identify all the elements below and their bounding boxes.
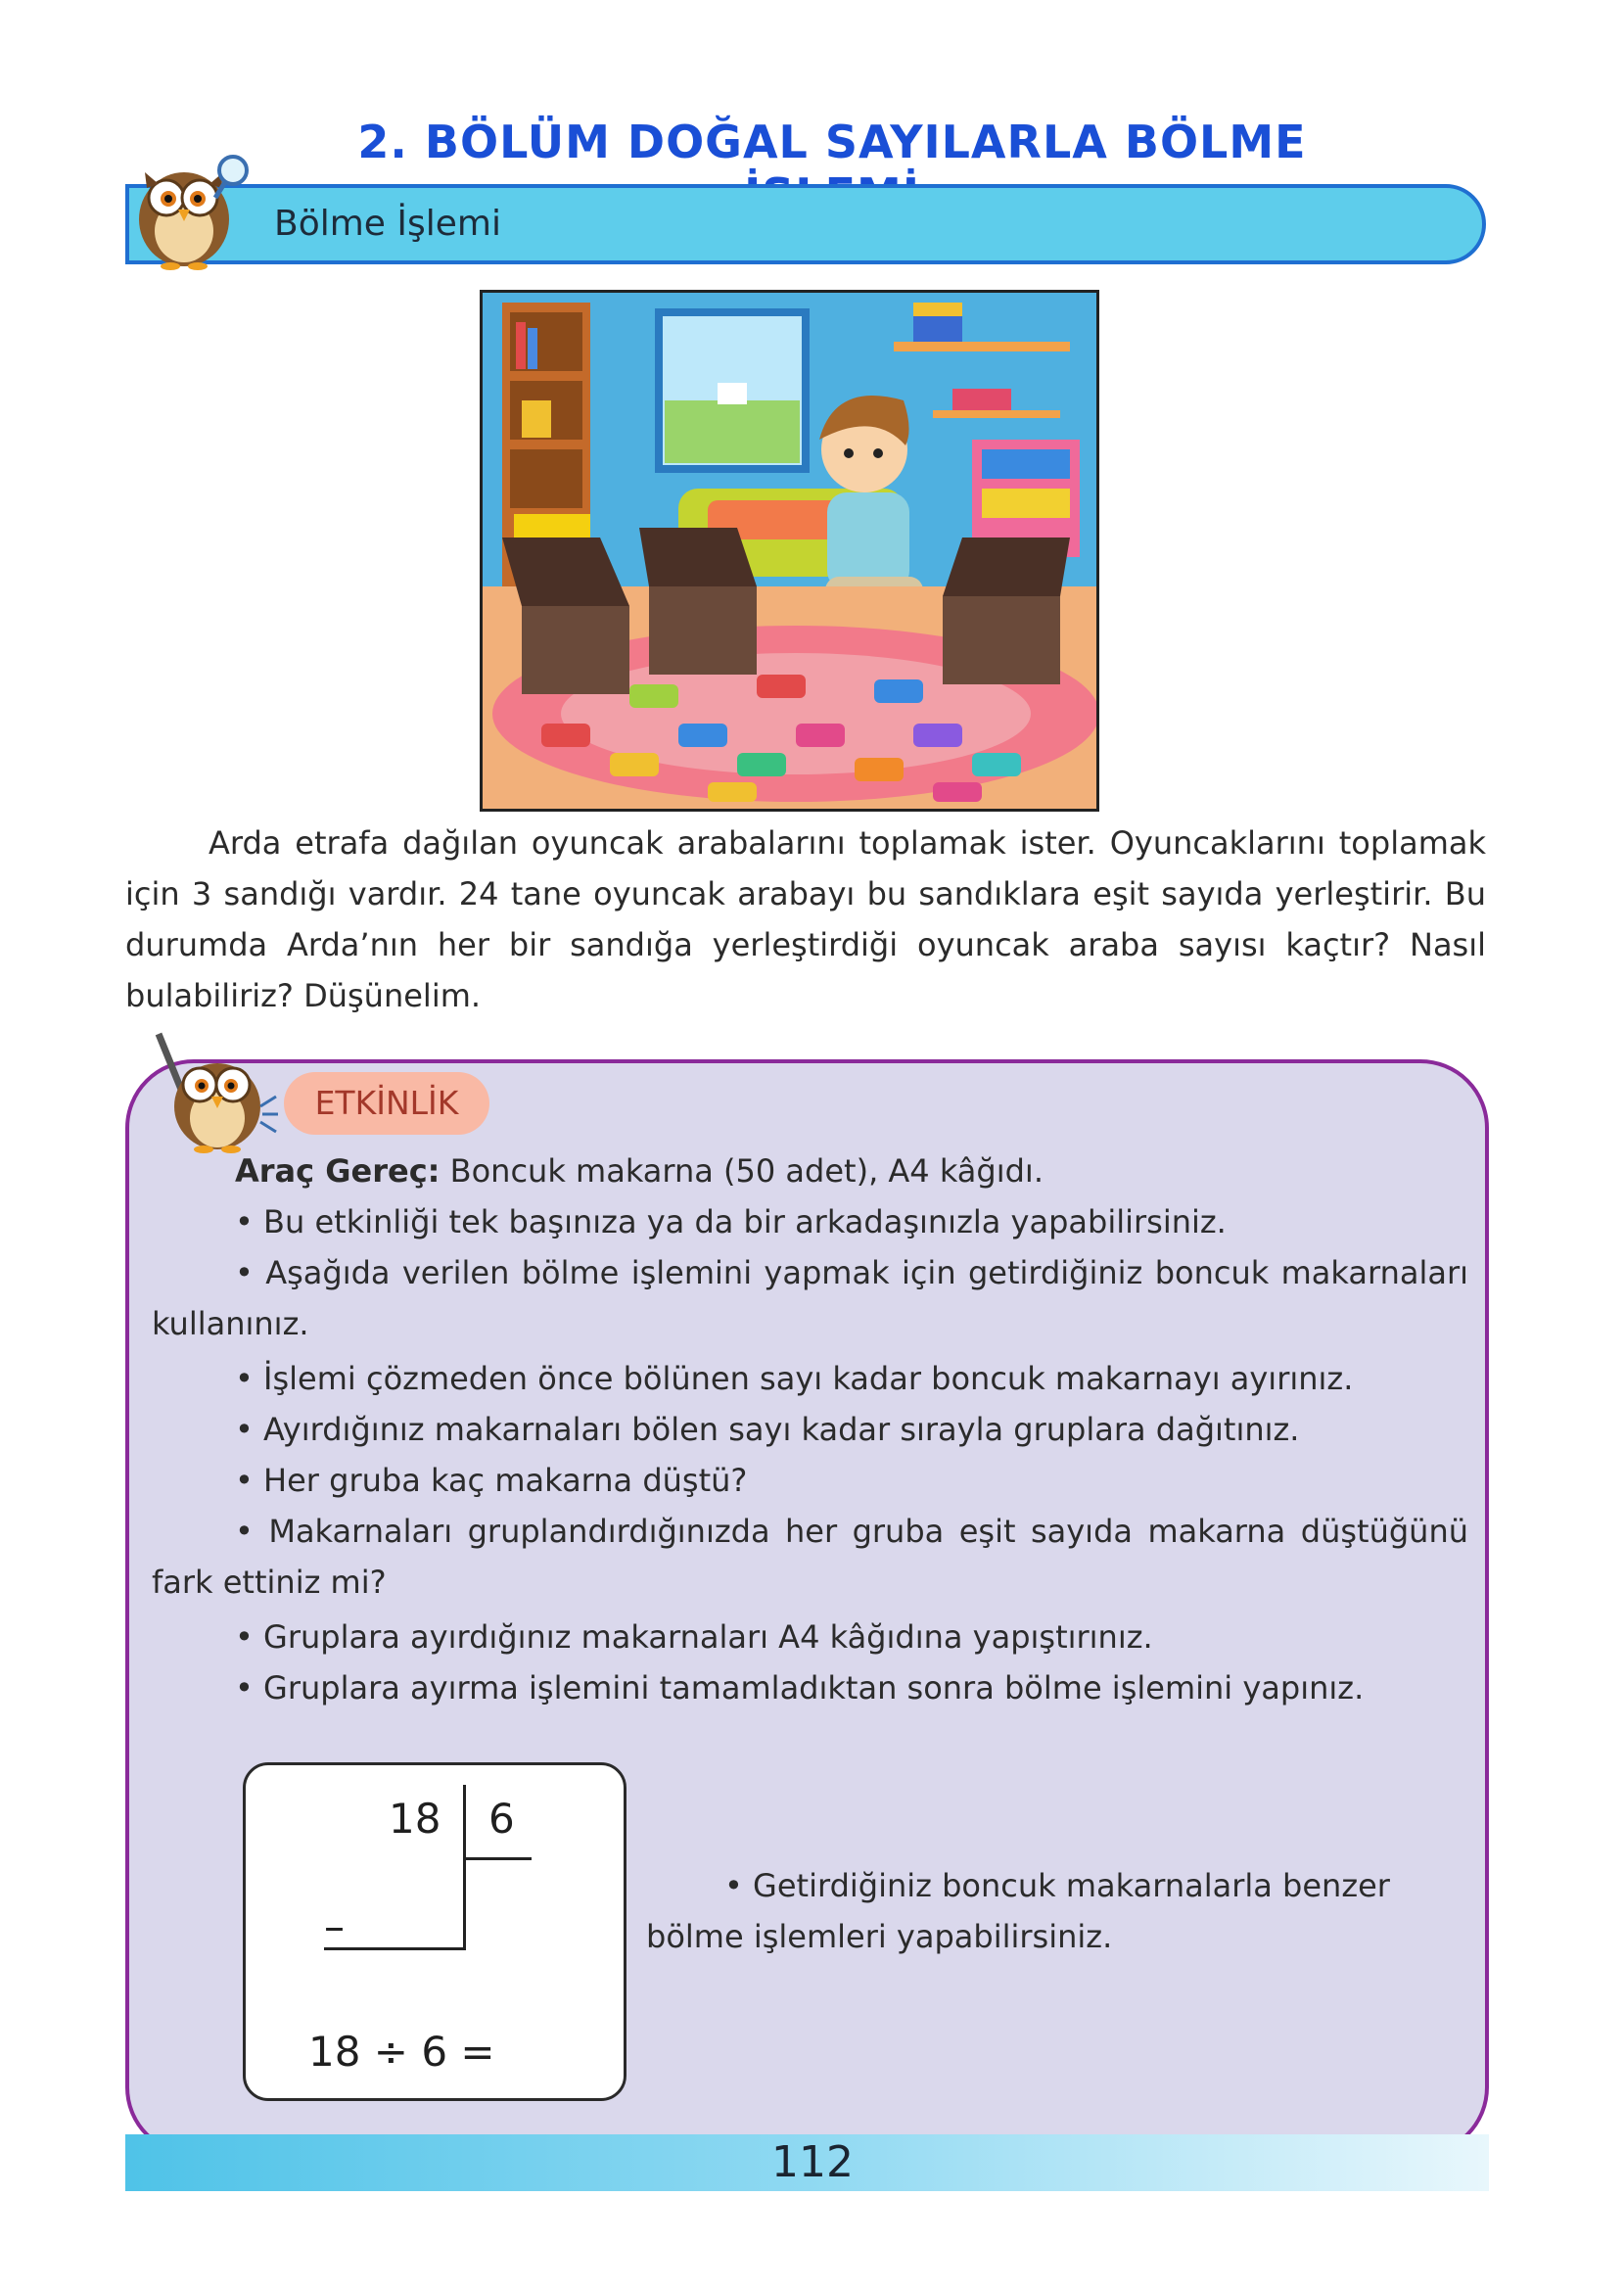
owl-mascot-icon bbox=[117, 137, 255, 274]
division-divisor-line bbox=[463, 1857, 532, 1860]
division-vertical-line bbox=[463, 1785, 466, 1949]
toy-room-image bbox=[483, 293, 1096, 809]
chapter-title: 2. BÖLÜM DOĞAL SAYILARLA BÖLME bbox=[357, 116, 1307, 168]
bullet-item: • Bu etkinliği tek başınıza ya da bir arkadaşınızla yapabilirsiniz. bbox=[235, 1203, 1227, 1240]
page-number: 112 bbox=[771, 2137, 854, 2187]
division-result-line bbox=[324, 1947, 466, 1950]
division-box bbox=[243, 1762, 626, 2101]
bullet-item: • İşlemi çözmeden önce bölünen sayı kadar boncuk makarnayı ayırınız. bbox=[235, 1360, 1354, 1397]
side-note: • Getirdiğiniz boncuk makarnalarla benzer bölme işlemleri yapabilirsiniz. bbox=[646, 1867, 1390, 1955]
section-title: Bölme İşlemi bbox=[274, 204, 501, 244]
bullet-item: • Gruplara ayırdığınız makarnaları A4 kâğıdına yapıştırınız. bbox=[235, 1618, 1153, 1656]
division-equation: 18 ÷ 6 = bbox=[308, 2028, 495, 2076]
materials-line bbox=[235, 1146, 1044, 1196]
activity-badge: ETKİNLİK bbox=[284, 1072, 489, 1135]
bullet-item: • Ayırdığınız makarnaları bölen sayı kadar sırayla gruplara dağıtınız. bbox=[235, 1411, 1300, 1448]
divisor: 6 bbox=[488, 1795, 515, 1843]
bullet-item: • Her gruba kaç makarna düştü? bbox=[235, 1462, 748, 1499]
bullet-item: • Aşağıda verilen bölme işlemini yapmak için getirdiğiniz boncuk makarnaları kullanınız. bbox=[152, 1254, 1468, 1342]
materials-value: Boncuk makarna (50 adet), A4 kâğıdı. bbox=[440, 1152, 1044, 1190]
dividend: 18 bbox=[389, 1795, 441, 1843]
bullet-item: • Gruplara ayırma işlemini tamamladıktan sonra bölme işlemini yapınız. bbox=[235, 1669, 1365, 1707]
materials-label: Araç Gereç: bbox=[235, 1152, 441, 1190]
minus-sign: – bbox=[324, 1902, 345, 1950]
story-paragraph: Arda etrafa dağılan oyuncak arabalarını toplamak ister. Oyuncaklarını toplamak için 3 sandığı vardır. 24 tane oyuncak arabayı bu sandıklara eşit sayıda yerleştirir. Bu durumda Arda’nın her bir sandığa yerleştirdiği oyuncak araba sayısı kaçtır? Nasıl bulabiliriz? Düşünelim. bbox=[125, 824, 1486, 1014]
bullet-item: • Makarnaları gruplandırdığınızda her gruba eşit sayıda makarna düştüğünü fark ettiniz mi? bbox=[152, 1513, 1468, 1601]
owl-teacher-icon bbox=[145, 1028, 282, 1155]
illustration-boy-toy-cars bbox=[480, 290, 1099, 812]
